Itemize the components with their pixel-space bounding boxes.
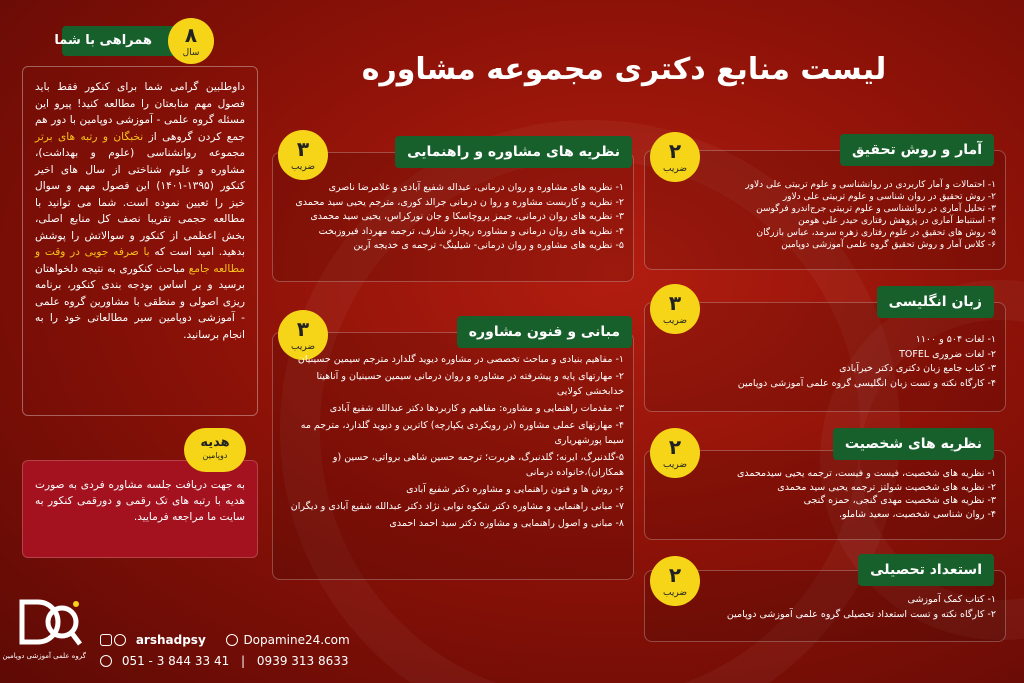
stats-coef-badge [650, 132, 700, 182]
list-item: ۲- نظریه و کاربست مشاوره و روا ن درمانی جرالد کوری، مترجم یحیی سید محمدی [295, 196, 624, 208]
list-item: ۲- روش تحقیق در روان شناسی و علوم تربیتی علی دلاور [782, 192, 996, 202]
gift-subtitle: دوپامین [202, 451, 228, 460]
list-item: ۳- تحلیل آماری در روانشناسی و علوم تربیتی جرج‌اندرو فرگوسن [756, 204, 996, 214]
list-item: ۳- نظریه های روان درمانی، جیمز پروچاسکا و جان نورکراس، یحیی سید محمدی [310, 211, 624, 222]
aptitude-title: استعداد تحصیلی [858, 554, 994, 586]
intro-paragraph [22, 66, 258, 416]
list-item: ۳- نظریه های شخصیت مهدی گنجی، حمزه گنجی [803, 495, 996, 506]
list-item: ۵- نظریه های مشاوره و روان درمانی- شیلینگ- ترجمه ی خدیجه آرین [353, 240, 624, 251]
personality-title: نظریه های شخصیت [833, 428, 994, 460]
principles-title: مبانی و فنون مشاوره [457, 316, 632, 348]
list-item: ۳- کتاب جامع زبان دکتری دکتر خیرآبادی [839, 363, 996, 374]
phone-icon [100, 655, 112, 667]
badge-label: ضریب [291, 342, 315, 352]
english-list [666, 334, 996, 392]
list-item: ۱- کتاب کمک آموزشی [907, 594, 996, 605]
gift-box [22, 460, 258, 558]
gift-title: هدیه [200, 435, 230, 450]
english-title: زبان انگلیسی [877, 286, 994, 318]
phone-mobile[interactable]: 0939 313 8633 [256, 654, 349, 668]
list-item: ۵-گلدنبرگ، ایرنه؛ گلدنبرگ، هربرت؛ ترجمه حسین شاهی برواتی، حسین (و همکاران)،خانواده درمانی [332, 452, 624, 478]
list-item: ۲- لغات ضروری TOFEL [899, 348, 996, 360]
list-item: ۴- نظریه های روان درمانی و مشاوره ریچارد شارف، ترجمه مهرداد فیروزبخت [318, 225, 624, 237]
gift-text: به جهت دریافت جلسه مشاوره فردی به صورت هدیه با رتبه های تک رقمی و دورقمی کنکور به سایت ما مراجعه فرمایید. [35, 479, 245, 523]
companion-label: همراهی با شما [62, 26, 178, 56]
list-item: ۲- نظریه های شخصیت شولتز ترجمه یحیی سید محمدی [777, 481, 996, 493]
list-item: ۷- مبانی راهنمایی و مشاوره دکتر شکوه نوابی نژاد دکتر عبدالله شفیع آبادی و دیگران [290, 501, 624, 512]
phone-separator: | [241, 654, 246, 668]
intro-highlight-2: با صرفه جویی در وقت و مطالعه جامع [35, 246, 245, 275]
aptitude-list [666, 594, 996, 623]
list-item: ۸- مبانی و اصول راهنمایی و مشاوره دکتر سید احمد احمدی [389, 518, 624, 529]
telegram-icon [114, 634, 126, 646]
list-item: ۱- نظریه های شخصیت، فیست و فیست، ترجمه یحیی سیدمحمدی [737, 468, 996, 479]
list-item: ۱- نظریه های مشاوره و روان درمانی، عبداله شفیع آبادی و غلامرضا ناصری [328, 182, 624, 193]
list-item: ۳- مقدمات راهنمایی و مشاوره: مفاهیم و کاربردها دکتر عبدالله شفیع آبادی [329, 403, 624, 414]
instagram-icon [100, 634, 112, 646]
list-item: ۴- مهارتهای عملی مشاوره (در رویکردی یکپارچه) کاترین و دیوید گلدارد، مترجم مه سیما پورشهریاری [300, 420, 624, 446]
list-item: ۱- لغات ۵۰۴ و ۱۱۰۰ [915, 334, 996, 345]
list-item: ۴- استنباط آماری در پژوهش رفتاری حیدر علی هومن [798, 216, 996, 226]
footer-phones [100, 654, 349, 668]
badge-label: ضریب [291, 162, 315, 172]
intro-text-3: مباحث کنکوری به نتیجه دلخواهتان برسید و بر اساس بودجه بندی کنکور، برنامه ریزی اصولی و منطقی با مشاورین گروه علمی - آموزشی دوپامین سیر مطالعاتی خود را به انجام برسانید. [35, 262, 245, 341]
years-badge [168, 18, 214, 64]
english-coef: ۳ [668, 291, 682, 315]
stats-coef: ۲ [668, 139, 682, 163]
badge-label: ضریب [663, 164, 687, 174]
list-item: ۵- روش های تحقیق در علوم رفتاری زهره سرمد، عباس بازرگان [756, 228, 996, 238]
english-coef-badge [650, 284, 700, 334]
gift-badge [184, 428, 246, 472]
globe-icon [226, 634, 238, 646]
theories-title: نظریه های مشاوره و راهنمایی [395, 136, 632, 168]
social-handle[interactable]: arshadpsy [135, 633, 206, 647]
badge-label: ضریب [663, 588, 687, 598]
page-title: لیست منابع دکتری مجموعه مشاوره [361, 52, 887, 87]
list-item: ۴- کارگاه نکته و تست زبان انگلیسی گروه علمی آموزشی دوپامین [737, 377, 996, 389]
list-item: ۶- کلاس آمار و روش تحقیق گروه علمی آموزشی دوپامین [781, 240, 996, 250]
phone-landline[interactable]: 051 - 3 844 33 41 [121, 654, 230, 668]
footer-social [100, 633, 350, 647]
list-item: ۱- مفاهیم بنیادی و مباحث تخصصی در مشاوره دیوید گلدارد مترجم سیمین حسینیان [297, 354, 624, 365]
list-item: ۲- کارگاه نکته و تست استعداد تحصیلی گروه علمی آموزشی دوپامین [726, 608, 996, 620]
theories-coef-badge [278, 130, 328, 180]
logo-text: گروه علمی آموزشی دوپامین [2, 652, 86, 660]
theories-list [284, 182, 624, 255]
personality-coef: ۲ [668, 435, 682, 459]
intro-text-2: مجموعه روانشناسی (علوم و بهداشت)، مشاوره و علوم شناختی از سال های اخیر کنکور (۱۳۹۵-۱۴۰۱) این فصول مهم و سوال خیز را تعیین نموده است. شما می توانید با مطالعه حجمی تقریبا نصف کل منابع اصلی، بخش اعظمی از کنکور و سوالاتش را پوشش بدهید. امید است که [35, 147, 245, 258]
list-item: ۱- احتمالات و آمار کاربردی در روانشناسی و علوم تربیتی علی دلاور [745, 180, 996, 190]
aptitude-coef: ۲ [668, 563, 682, 587]
list-item: ۲- مهارتهای پایه و پیشرفته در مشاوره و روان درمانی سیمین حسینیان و آناهیتا خدابخشی کولایی [316, 371, 624, 397]
list-item: ۶- روش ها و فنون راهنمایی و مشاوره دکتر شفیع آبادی [406, 484, 624, 495]
website-link[interactable]: Dopamine24.com [243, 633, 350, 647]
principles-list [284, 352, 624, 533]
theories-coef: ۳ [296, 137, 310, 161]
badge-label: ضریب [663, 316, 687, 326]
years-unit: سال [182, 48, 200, 58]
stats-list [666, 180, 996, 252]
stats-title: آمار و روش تحقیق [840, 134, 994, 166]
badge-label: ضریب [663, 460, 687, 470]
personality-list [666, 468, 996, 522]
dopamine-logo [2, 596, 86, 668]
intro-highlight-1: نخبگان و رتبه های برتر [35, 130, 144, 143]
years-number: ۸ [184, 23, 198, 47]
list-item: ۴- روان شناسی شخصیت، سعید شاملو. [838, 508, 996, 520]
logo-mark-icon [16, 596, 86, 648]
principles-coef: ۳ [296, 317, 310, 341]
intro-text-1: داوطلبین گرامی شما برای کنکور فقط باید فصول مهم منابعتان را مطالعه کنید! پیرو این مسئله گروه علمی - آموزشی دوپامین با دور هم جمع کردن گروهی از [35, 81, 245, 143]
